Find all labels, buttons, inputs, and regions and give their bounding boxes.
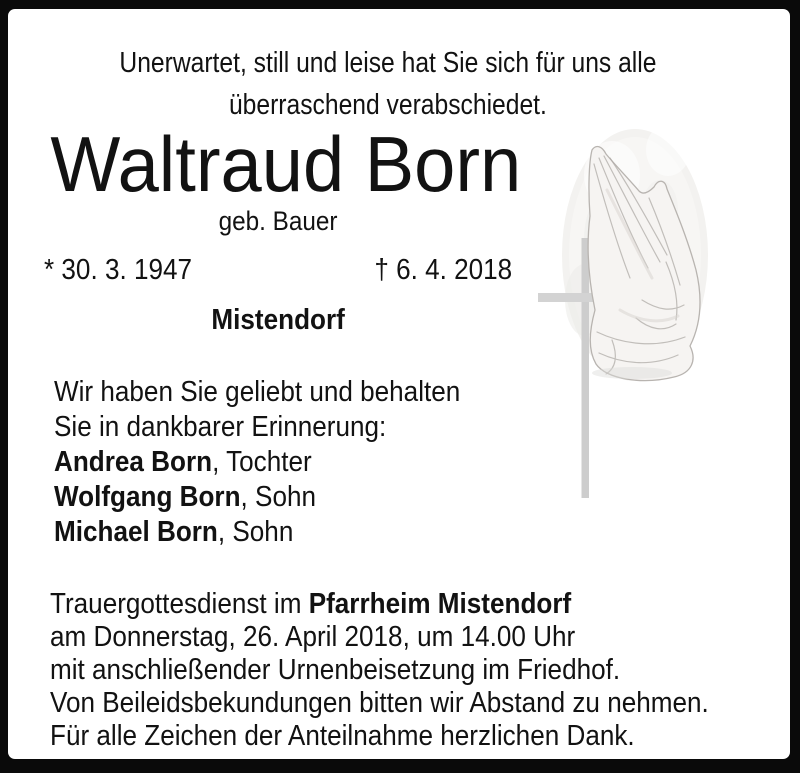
intro-line-1: Unerwartet, still und leise hat Sie sich für uns alle [119, 47, 657, 79]
mourner-row [54, 480, 460, 515]
place-name: Mistendorf [211, 304, 345, 336]
memory-line-2: Sie in dankbarer Erinnerung: [54, 411, 387, 443]
maiden-name: geb. Bauer [218, 206, 338, 236]
mourner-name: Michael Born [54, 516, 218, 548]
memory-line-1: Wir haben Sie geliebt und behalten [54, 376, 461, 408]
notice-frame [8, 9, 790, 759]
intro-line-2: überraschend verabschiedet. [229, 89, 547, 121]
deceased-name: Waltraud Born [50, 120, 522, 208]
service-line-2: am Donnerstag, 26. April 2018, um 14.00 Uhr [50, 621, 576, 653]
service-location: Pfarrheim Mistendorf [308, 588, 572, 620]
mourner-relation: , Sohn [217, 516, 294, 548]
service-line-4: Von Beileidsbekundungen bitten wir Abstand zu nehmen. [50, 687, 709, 719]
praying-hands-image [520, 118, 730, 518]
mourner-row [54, 445, 460, 480]
service-line-5: Für alle Zeichen der Anteilnahme herzlichen Dank. [50, 720, 635, 752]
service-info-block [50, 588, 782, 753]
mourner-relation: , Sohn [240, 481, 316, 513]
mourner-name: Andrea Born [54, 446, 213, 478]
intro-text [18, 42, 758, 126]
remembrance-block [54, 375, 505, 550]
mourner-row [54, 515, 460, 550]
mourner-name: Wolfgang Born [54, 481, 241, 513]
mourner-relation: , Tochter [212, 446, 312, 478]
hands-shadow [592, 367, 672, 379]
life-dates [44, 254, 512, 287]
service-line-1: Trauergottesdienst im Pfarrheim Mistendorf [50, 588, 572, 620]
service-line-3: mit anschließender Urnenbeisetzung im Friedhof. [50, 654, 621, 686]
birth-date: * 30. 3. 1947 [44, 254, 193, 286]
death-date: † 6. 4. 2018 [374, 254, 512, 286]
